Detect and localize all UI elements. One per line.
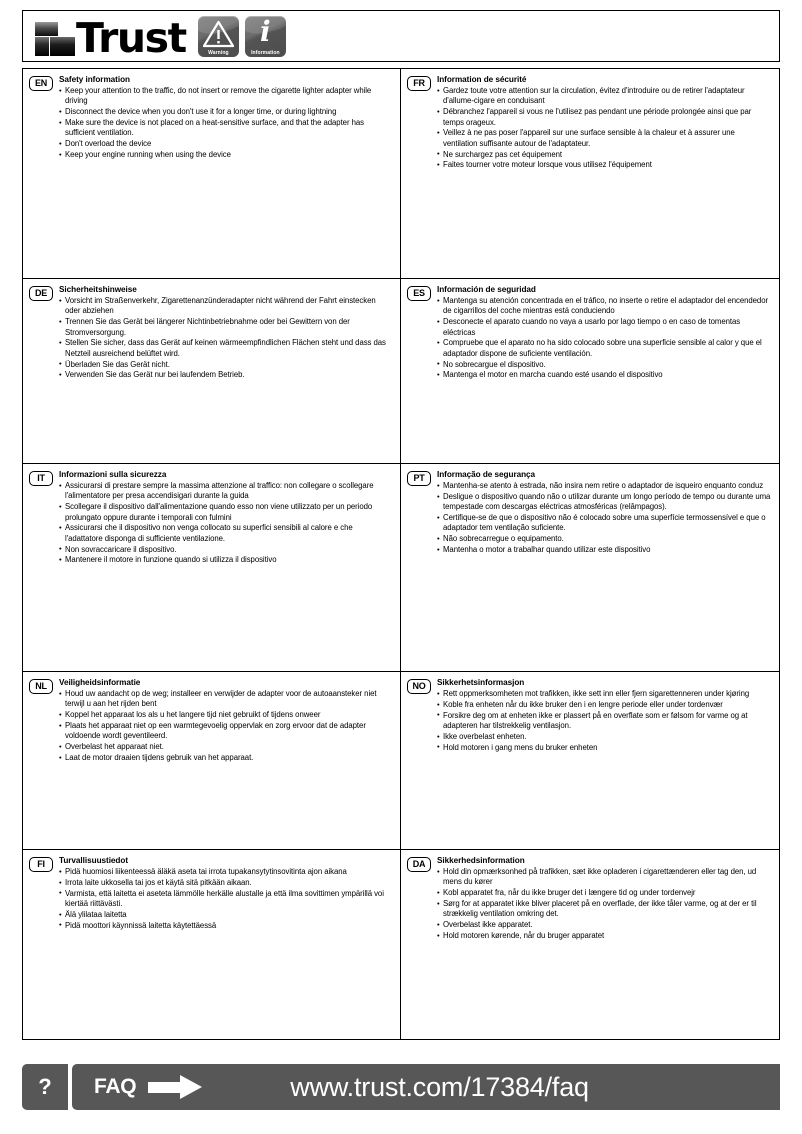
language-section-body <box>437 855 771 1035</box>
faq-label: FAQ <box>94 1075 137 1098</box>
safety-bullet-list <box>59 867 392 931</box>
safety-bullet-item: • Pidä moottori käynnissä laitetta käytettäessä <box>59 921 392 931</box>
language-section-body <box>59 284 392 459</box>
safety-bullet-item: • Assicurarsi di prestare sempre la massima attenzione al traffico: non collegare o scollegare l'alimentatore per presa accendisigari durante la guida <box>59 481 392 502</box>
brand-row <box>35 14 286 62</box>
safety-bullet-item: • Compruebe que el aparato no ha sido colocado sobre una superficie sensible al calor y que el adaptador dispone de suficiente ventilación. <box>437 338 771 359</box>
language-section-body <box>59 74 392 274</box>
language-code-badge: PT <box>407 471 431 486</box>
safety-bullet-item: • Desconecte el aparato cuando no vaya a usarlo por lago tiempo o en caso de tomentas eléctricas <box>437 317 771 338</box>
safety-bullet-item: • Varmista, että laitetta ei aseteta lämmölle herkälle alustalle ja että ilma sovittimen ympärillä voi kiertää riittävästi. <box>59 889 392 910</box>
safety-bullet-item: • Koble fra enheten når du ikke bruker den i en lengre periode eller under tordenvær <box>437 700 771 710</box>
safety-bullet-item: • Non sovraccaricare il dispositivo. <box>59 545 392 555</box>
language-section-de <box>23 279 401 464</box>
faq-footer-bar <box>22 1064 780 1110</box>
information-caption: Information <box>251 50 280 56</box>
safety-bullet-item: • Mantenha o motor a trabalhar quando utilizar este dispositivo <box>437 545 771 555</box>
safety-bullet-item: • Irrota laite ukkosella tai jos et käytä sitä pitkään aikaan. <box>59 878 392 888</box>
safety-bullet-list <box>59 296 392 381</box>
safety-bullet-item: • Hold motoren i gang mens du bruker enheten <box>437 743 771 753</box>
language-section-body <box>437 74 771 274</box>
faq-link-panel[interactable] <box>72 1064 780 1110</box>
trust-logo <box>35 14 186 62</box>
language-section-es <box>401 279 779 464</box>
safety-bullet-item: • Desligue o dispositivo quando não o utilizar durante um longo período de tempo ou durante uma tempestade com descargas eléctricas atmosféricas (relâmpagos). <box>437 492 771 513</box>
safety-bullet-item: • Mantenere il motore in funzione quando si utilizza il dispositivo <box>59 555 392 565</box>
section-title: Sikkerhedsinformation <box>437 856 525 865</box>
section-title: Sicherheitshinweise <box>59 285 137 294</box>
language-code-badge: DE <box>29 286 53 301</box>
language-code-badge: IT <box>29 471 53 486</box>
safety-bullet-item: • Trennen Sie das Gerät bei längerer Nichtinbetriebnahme oder bei Gewittern von der Stromversorgung. <box>59 317 392 338</box>
section-title: Informação de segurança <box>437 470 536 479</box>
pictogram-group <box>198 16 286 57</box>
safety-bullet-item: • Forsikre deg om at enheten ikke er plassert på en overflate som er følsom for varme og at adapteren har tilstrekkelig ventilasjon. <box>437 711 771 732</box>
safety-bullet-item: • Stellen Sie sicher, dass das Gerät auf keinen wärmeempfindlichen Flächen steht und dass das Netzteil ausreichend belüftet wird. <box>59 338 392 359</box>
language-section-nl <box>23 672 401 850</box>
safety-bullet-item: • Certifique-se de que o dispositivo não é colocado sobre uma superfície termossensível e que o adaptador tem ventilação suficiente. <box>437 513 771 534</box>
language-code-badge: FR <box>407 76 431 91</box>
safety-bullet-item: • Scollegare il dispositivo dall'alimentazione quando esso non viene utilizzato per un periodo prolungato oppure durante i temporali con fulmini <box>59 502 392 523</box>
language-code-badge: NO <box>407 679 431 694</box>
header-banner <box>22 10 780 62</box>
safety-bullet-item: • No sobrecargue el dispositivo. <box>437 360 771 370</box>
safety-bullet-item: • Vorsicht im Straßenverkehr, Zigarettenanzünderadapter nicht während der Fahrt einstecken oder abziehen <box>59 296 392 317</box>
safety-bullet-list <box>59 689 392 763</box>
safety-bullet-list <box>437 481 771 555</box>
safety-bullet-item: • Hold motoren kørende, når du bruger apparatet <box>437 931 771 941</box>
language-code-badge: NL <box>29 679 53 694</box>
section-title: Safety information <box>59 75 130 84</box>
section-title: Turvallisuustiedot <box>59 856 129 865</box>
safety-bullet-item: • Disconnect the device when you don't use it for a longer time, or during lightning <box>59 107 392 117</box>
language-code-badge: ES <box>407 286 431 301</box>
language-section-it <box>23 464 401 672</box>
safety-bullet-item: • Overbelast ikke apparatet. <box>437 920 771 930</box>
safety-bullet-item: • Ne surchargez pas cet équipement <box>437 150 771 160</box>
safety-bullet-item: • Laat de motor draaien tijdens gebruik van het apparaat. <box>59 753 392 763</box>
safety-bullet-list <box>59 481 392 566</box>
language-section-body <box>437 469 771 667</box>
language-sections-grid <box>22 68 780 1040</box>
language-section-pt <box>401 464 779 672</box>
safety-bullet-list <box>437 867 771 941</box>
safety-bullet-list <box>437 296 771 381</box>
language-section-fi <box>23 850 401 1039</box>
section-title: Sikkerhetsinformasjon <box>437 678 525 687</box>
safety-bullet-item: • Koppel het apparaat los als u het langere tijd niet gebruikt of tijdens onweer <box>59 710 392 720</box>
language-section-da <box>401 850 779 1039</box>
section-title: Información de seguridad <box>437 285 536 294</box>
language-code-badge: FI <box>29 857 53 872</box>
language-section-en <box>23 69 401 279</box>
language-section-body <box>437 284 771 459</box>
safety-bullet-item: • Mantenga el motor en marcha cuando esté usando el dispositivo <box>437 370 771 380</box>
language-section-body <box>59 677 392 845</box>
safety-bullet-item: • Keep your engine running when using the device <box>59 150 392 160</box>
safety-bullet-item: • Débranchez l'appareil si vous ne l'utilisez pas pendant une période prolongée ainsi que par temps orageux. <box>437 107 771 128</box>
safety-bullet-item: • Veillez à ne pas poser l'appareil sur une surface sensible à la chaleur et à assurer une ventilation suffisante autour de l'adaptateur. <box>437 128 771 149</box>
safety-bullet-item: • Sørg for at apparatet ikke bliver placeret på en overflade, der ikke tåler varme, og at der er til strækkelig ventilation omkring det. <box>437 899 771 920</box>
language-section-body <box>59 855 392 1035</box>
safety-bullet-item: • Hold din opmærksonhed på trafikken, sæt ikke opladeren i cigarettænderen eller tag den, ud mens du kører <box>437 867 771 888</box>
safety-bullet-item: • Não sobrecarregue o equipamento. <box>437 534 771 544</box>
safety-bullet-item: • Don't overload the device <box>59 139 392 149</box>
safety-bullet-item: • Keep your attention to the traffic, do not insert or remove the cigarette lighter adapter while driving <box>59 86 392 107</box>
safety-bullet-item: • Make sure the device is not placed on a heat-sensitive surface, and that the adapter has sufficient ventilation. <box>59 118 392 139</box>
safety-bullet-item: • Gardez toute votre attention sur la circulation, évitez d'introduire ou de retirer l'adaptateur d'allume-cigare en conduisant <box>437 86 771 107</box>
section-title: Informazioni sulla sicurezza <box>59 470 167 479</box>
help-question-badge: ? <box>22 1064 68 1110</box>
section-title: Information de sécurité <box>437 75 527 84</box>
safety-bullet-item: • Mantenha-se atento à estrada, não insira nem retire o adaptador de isqueiro enquanto conduz <box>437 481 771 491</box>
safety-bullet-list <box>59 86 392 160</box>
safety-bullet-item: • Plaats het apparaat niet op een warmtegevoelig oppervlak en zorg ervoor dat de adapter voldoende wordt geventileerd. <box>59 721 392 742</box>
language-code-badge: EN <box>29 76 53 91</box>
section-title: Veiligheidsinformatie <box>59 678 141 687</box>
brand-wordmark: Trust <box>76 14 186 62</box>
safety-bullet-item: • Kobl apparatet fra, når du ikke bruger det i længere tid og under tordenvejr <box>437 888 771 898</box>
trust-logo-mark-icon <box>35 22 75 56</box>
language-section-fr <box>401 69 779 279</box>
faq-url[interactable]: www.trust.com/17384/faq <box>290 1071 589 1102</box>
safety-bullet-item: • Faites tourner votre moteur lorsque vous utilisez l'équipement <box>437 160 771 170</box>
safety-bullet-item: • Pidä huomiosi liikenteessä äläkä aseta tai irrota tupakansytytinsovitinta ajon aikana <box>59 867 392 877</box>
safety-bullet-item: • Houd uw aandacht op de weg; installeer en verwijder de adapter voor de autoaansteker niet terwijl u aan het rijden bent <box>59 689 392 710</box>
warning-caption: Warning <box>208 50 229 56</box>
safety-bullet-item: • Mantenga su atención concentrada en el tráfico, no inserte o retire el adaptador del encendedor de cigarrillos del coche mientras está conduciendo <box>437 296 771 317</box>
language-section-body <box>437 677 771 845</box>
safety-bullet-item: • Ikke overbelast enheten. <box>437 732 771 742</box>
safety-bullet-item: • Assicurarsi che il dispositivo non venga collocato su superfici sensibili al calore e che l'adattatore disponga di sufficiente ventilazione. <box>59 523 392 544</box>
safety-bullet-item: • Overbelast het apparaat niet. <box>59 742 392 752</box>
safety-bullet-list <box>437 689 771 753</box>
language-section-no <box>401 672 779 850</box>
safety-bullet-item: • Überladen Sie das Gerät nicht. <box>59 360 392 370</box>
safety-bullet-item: • Rett oppmerksomheten mot trafikken, ikke sett inn eller fjern sigarettenneren under kjøring <box>437 689 771 699</box>
safety-bullet-item: • Älä ylilataa laitetta <box>59 910 392 920</box>
safety-bullet-item: • Verwenden Sie das Gerät nur bei laufendem Betrieb. <box>59 370 392 380</box>
warning-triangle-icon <box>198 16 239 57</box>
language-code-badge: DA <box>407 857 431 872</box>
information-i-icon: i Information <box>245 16 286 57</box>
safety-bullet-list <box>437 86 771 171</box>
right-arrow-icon <box>148 1075 204 1099</box>
language-section-body <box>59 469 392 667</box>
